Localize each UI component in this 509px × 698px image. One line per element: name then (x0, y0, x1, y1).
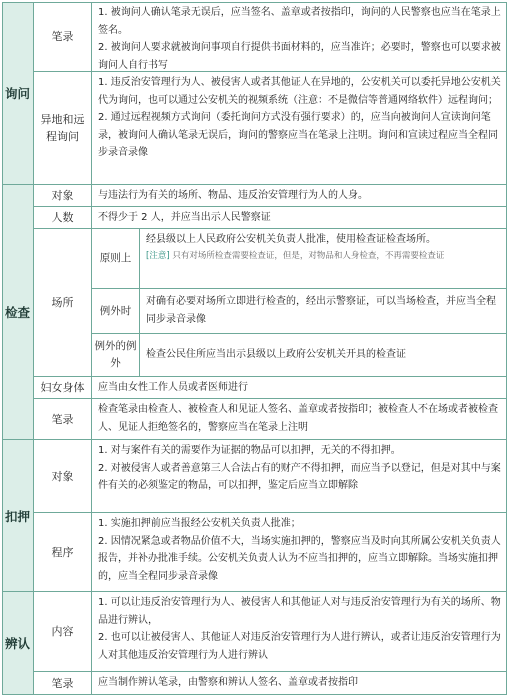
subcategory-yidi-yuancheng: 异地和远程询问 (34, 72, 92, 185)
changsuo-liwai-content: 对确有必要对场所立即进行检查的，经出示警察证，可以当场检查，并应当全程同步录音录像 (140, 289, 507, 334)
subcategory-jiancha-renshu: 人数 (34, 207, 92, 229)
category-bianren: 辨认 (2, 592, 34, 695)
yidi-yuancheng-content (92, 72, 507, 185)
yidi-item-2: 2. 通过远程视频方式询问（委托询问方式没有强行要求）的，应当向被询问人宣读询问笔录，被询问人确认笔录无误后，询问的警察应当在笔录上注明。询问和宣读过程应当全程同步录音录像 (98, 112, 498, 158)
yuanze-note (146, 249, 501, 264)
subcategory-kouya-chengxu: 程序 (34, 513, 92, 592)
category-kouya: 扣押 (2, 440, 34, 592)
kouya-duixiang-item-1: 1. 对与案件有关的需要作为证据的物品可以扣押，无关的不得扣押。 (98, 445, 401, 456)
jiancha-bilu-content: 检查笔录由检查人、被检查人和见证人签名、盖章或者按指印；被检查人不在场或者被检查人、见证人拒绝签名的，警察应当在笔录上注明 (92, 399, 507, 440)
kouya-chengxu-item-2: 2. 因情况紧急或者物品价值不大，当场实施扣押的，警察应当及时向其所属公安机关负责人报告，并补办批准手续。公安机关负责人认为不应当扣押的，应当立即解除。当场实施扣押的，应当全程同步录音录像 (98, 535, 501, 582)
law-procedure-table (2, 2, 507, 695)
subcategory-jiancha-changsuo: 场所 (34, 229, 92, 377)
jiancha-duixiang-content: 与违法行为有关的场所、物品、违反治安管理行为人的人身。 (92, 185, 507, 207)
subcategory-jiancha-bilu: 笔录 (34, 399, 92, 440)
xunwen-bilu-item-1: 1. 被询问人确认笔录无误后，应当签名、盖章或者按指印，询问的人民警察也应当在笔录上签名。 (98, 7, 501, 36)
kouya-chengxu-item-1: 1. 实施扣押前应当报经公安机关负责人批准； (98, 518, 301, 529)
changsuo-yuanze-content (140, 229, 507, 289)
yuanze-text: 经县级以上人民政府公安机关负责人批准，使用检查证检查场所。 (146, 234, 436, 245)
note-tag: [注意] (146, 250, 170, 261)
bianren-bilu-content: 应当制作辨认笔录，由警察和辨认人签名、盖章或者按指印 (92, 672, 507, 695)
subcategory-funv-shenti: 妇女身体 (34, 377, 92, 399)
changsuo-liwaiwai-label: 例外的例外 (92, 334, 140, 377)
xunwen-bilu-content (92, 2, 507, 72)
kouya-duixiang-content (92, 440, 507, 513)
bianren-item-2: 2. 也可以让被侵害人、其他证人对违反治安管理行为人进行辨认，或者让违反治安管理行为人对其他违反治安管理行为人进行辨认 (98, 632, 501, 661)
jiancha-renshu-content: 不得少于 2 人，并应当出示人民警察证 (92, 207, 507, 229)
subcategory-jiancha-duixiang: 对象 (34, 185, 92, 207)
note-text: 只有对场所检查需要检查证，但是，对物品和人身检查，不再需要检查证 (172, 250, 445, 261)
kouya-duixiang-item-2: 2. 对被侵害人或者善意第三人合法占有的财产不得扣押，而应当予以登记，但是对其中与案件有关的必须鉴定的物品，可以扣押，鉴定后应当立即解除 (98, 462, 501, 491)
changsuo-yuanze-label: 原则上 (92, 229, 140, 289)
category-xunwen: 询问 (2, 2, 34, 185)
kouya-chengxu-content (92, 513, 507, 592)
category-jiancha: 检查 (2, 185, 34, 440)
changsuo-liwaiwai-content: 检查公民住所应当出示县级以上政府公安机关开具的检查证 (140, 334, 507, 377)
bianren-neirong-content (92, 592, 507, 672)
xunwen-bilu-item-2: 2. 被询问人要求就被询问事项自行提供书面材料的，应当准许；必要时，警察也可以要求被询问人自行书写 (98, 42, 501, 71)
subcategory-bianren-bilu: 笔录 (34, 672, 92, 695)
subcategory-bianren-neirong: 内容 (34, 592, 92, 672)
changsuo-liwai-label: 例外时 (92, 289, 140, 334)
funv-shenti-content: 应当由女性工作人员或者医师进行 (92, 377, 507, 399)
subcategory-xunwen-bilu: 笔录 (34, 2, 92, 72)
bianren-item-1: 1. 可以让违反治安管理行为人、被侵害人和其他证人对与违反治安管理行为有关的场所、物品进行辨认， (98, 597, 501, 626)
subcategory-kouya-duixiang: 对象 (34, 440, 92, 513)
yidi-item-1: 1. 违反治安管理行为人、被侵害人或者其他证人在异地的，公安机关可以委托异地公安机关代为询问，也可以通过公安机关的视频系统（注意：不是微信等普通网络软件）远程询问； (98, 77, 501, 106)
